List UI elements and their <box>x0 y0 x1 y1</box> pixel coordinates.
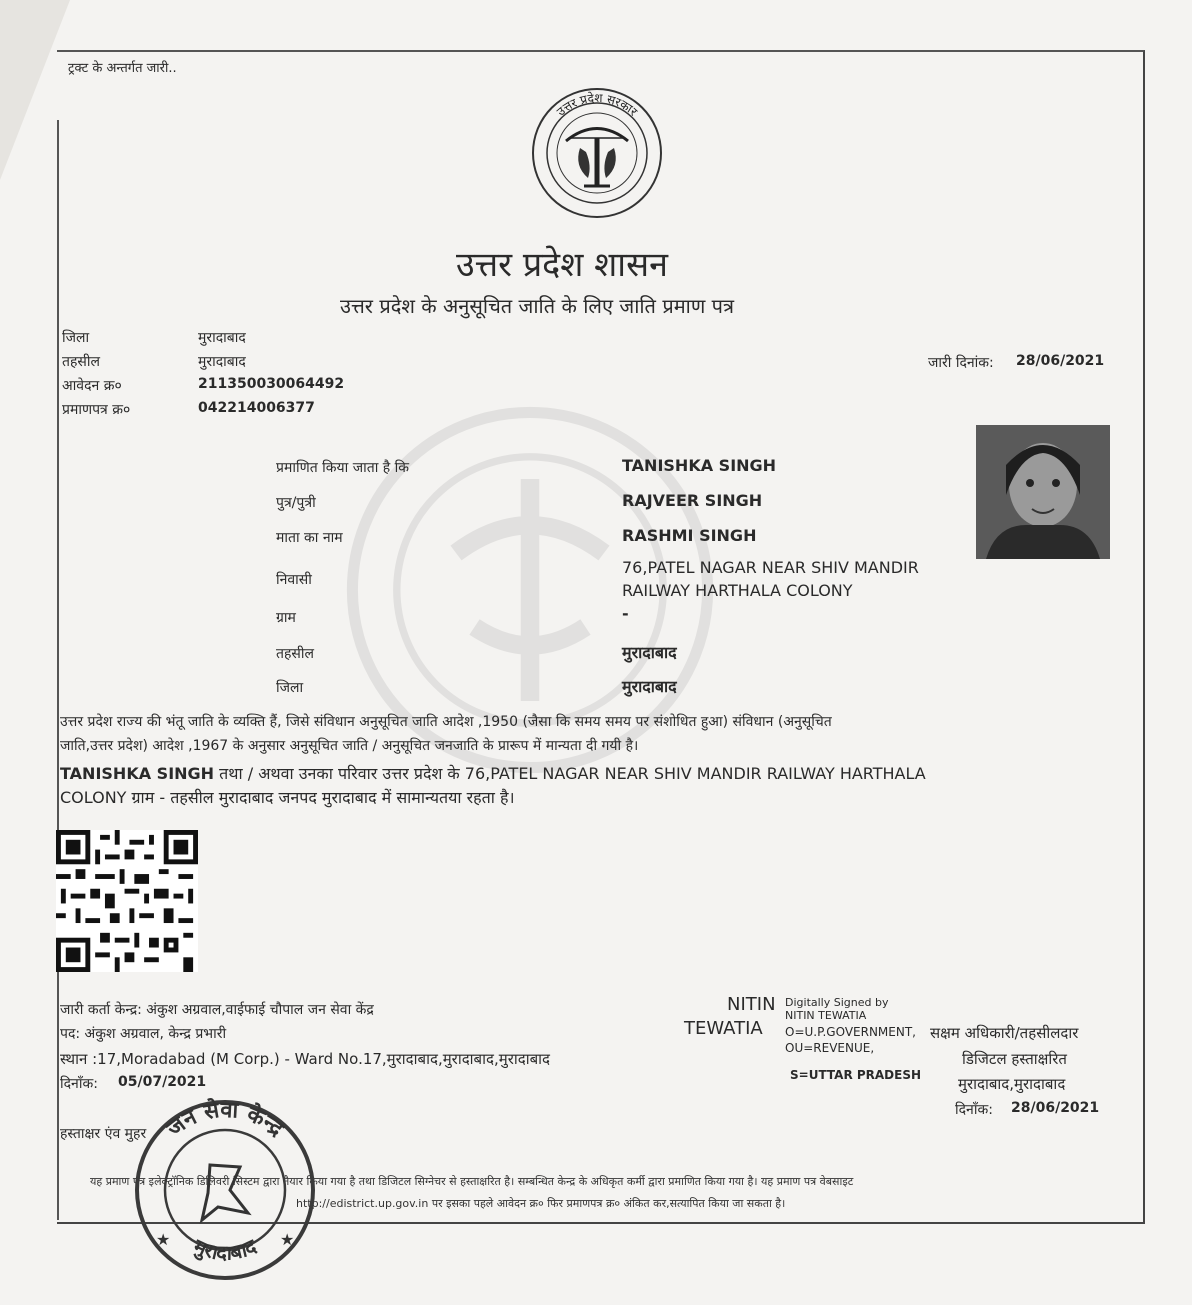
mother-label: माता का नाम <box>276 530 343 546</box>
header-note: ट्रक्ट के अन्तर्गत जारी.. <box>68 61 177 76</box>
meta-district-label: जिला <box>62 330 90 346</box>
applicant-photo <box>976 425 1110 559</box>
center-seal-stamp <box>130 1095 320 1285</box>
village-label: ग्राम <box>276 610 296 626</box>
svg-text:★: ★ <box>280 1230 295 1249</box>
meta-application-value: 211350030064492 <box>198 376 345 392</box>
meta-certificate-value: 042214006377 <box>198 400 315 416</box>
page-title: उत्तर प्रदेश शासन <box>456 245 668 285</box>
ds-line4: OU=REVENUE, <box>785 1041 875 1055</box>
ds-line3: O=U.P.GOVERNMENT, <box>785 1025 916 1039</box>
signer-name-line2: TEWATIA <box>684 1018 763 1039</box>
issuer-center: जारी कर्ता केन्द्र: अंकुश अग्रवाल,वाईफाई चौपाल जन सेवा केंद्र <box>60 1002 374 1018</box>
issuer-date-label: दिनाँक: <box>60 1076 98 1092</box>
svg-text:उत्तर प्रदेश सरकार: उत्तर प्रदेश सरकार <box>553 90 641 119</box>
officer-role: सक्षम अधिकारी/तहसीलदार <box>930 1024 1079 1042</box>
mother-value: RASHMI SINGH <box>622 526 757 545</box>
issue-date-value: 28/06/2021 <box>1016 353 1105 369</box>
svg-text:मुरादाबाद: मुरादाबाद <box>190 1233 260 1265</box>
issuer-place: स्थान :17,Moradabad (M Corp.) - Ward No.17,मुरादाबाद,मुरादाबाद,मुरादाबाद <box>60 1050 550 1068</box>
qr-code-icon <box>56 830 198 972</box>
certify-value: TANISHKA SINGH <box>622 456 777 475</box>
resident-label: निवासी <box>276 572 312 588</box>
certify-label: प्रमाणित किया जाता है कि <box>276 460 410 476</box>
meta-district-value: मुरादाबाद <box>198 330 246 346</box>
statement-line4: COLONY ग्राम - तहसील मुरादाबाद जनपद मुरादाबाद में सामान्यतया रहता है। <box>60 788 515 807</box>
meta-application-label: आवेदन क्र० <box>62 378 122 394</box>
footer-line2: http://edistrict.up.gov.in पर इसका पहले आवेदन क्र० फिर प्रमाणपत्र क्र० अंकित कर,सत्यापित किया जा सकता है। <box>296 1197 786 1210</box>
ds-line5: S=UTTAR PRADESH <box>790 1068 922 1082</box>
statement-name: TANISHKA SINGH <box>60 764 215 783</box>
district-label: जिला <box>276 680 304 696</box>
issue-date-label: जारी दिनांक: <box>928 355 994 371</box>
statement-line1: उत्तर प्रदेश राज्य की भंतू जाति के व्यक्ति हैं, जिसे संविधान अनुसूचित जाति आदेश ,1950 (जैसा कि समय समय पर संशोधित हुआ) संविधान (अनुसूचित <box>60 714 832 730</box>
parent-label: पुत्र/पुत्री <box>276 495 316 511</box>
district-value: मुरादाबाद <box>622 677 677 696</box>
meta-certificate-label: प्रमाणपत्र क्र० <box>62 402 131 418</box>
resident-line2: RAILWAY HARTHALA COLONY <box>622 581 853 600</box>
resident-line1: 76,PATEL NAGAR NEAR SHIV MANDIR <box>622 558 919 577</box>
village-value: - <box>622 604 629 623</box>
statement-line3 <box>60 762 926 784</box>
meta-tehsil-value: मुरादाबाद <box>198 354 246 370</box>
svg-text:★: ★ <box>156 1230 171 1249</box>
officer-date-label: दिनाँक: <box>955 1102 993 1118</box>
statement-line3-rest: तथा / अथवा उनका परिवार उत्तर प्रदेश के 76,PATEL NAGAR NEAR SHIV MANDIR RAILWAY HARTHALA <box>214 764 926 783</box>
issuer-date-value: 05/07/2021 <box>118 1074 207 1090</box>
tehsil-label: तहसील <box>276 646 314 662</box>
meta-tehsil-label: तहसील <box>62 354 100 370</box>
up-government-emblem-icon <box>530 86 664 220</box>
ds-line1: Digitally Signed by <box>785 996 889 1009</box>
ds-line2: NITIN TEWATIA <box>785 1009 867 1022</box>
officer-place: मुरादाबाद,मुरादाबाद <box>958 1075 1066 1093</box>
issuer-post: पद: अंकुश अग्रवाल, केन्द्र प्रभारी <box>60 1026 227 1042</box>
sign-seal-label: हस्ताक्षर एंव मुहर <box>60 1126 147 1142</box>
statement-line2: जाति,उत्तर प्रदेश) आदेश ,1967 के अनुसार अनुसूचित जाति / अनुसूचित जनजाति के प्रारूप में मान्यता दी गयी है। <box>60 738 639 754</box>
officer-date-value: 28/06/2021 <box>1011 1100 1100 1116</box>
footer-line1: यह प्रमाण पत्र इलेक्ट्रॉनिक डिलिवरी सिस्टम द्वारा तैयार किया गया है तथा डिजिटल सिग्नेचर से हस्ताक्षरित है। सम्बन्धित केन्द्र के अधिकृत कर्मी द्वारा प्रमाणित किया गया है। यह प्रमाण पत्र वेबसाइट <box>90 1175 854 1188</box>
digital-sign-label: डिजिटल हस्ताक्षरित <box>962 1050 1067 1068</box>
signer-name-line1: NITIN <box>727 994 776 1015</box>
tehsil-value: मुरादाबाद <box>622 643 677 662</box>
page-subtitle: उत्तर प्रदेश के अनुसूचित जाति के लिए जाति प्रमाण पत्र <box>340 294 735 318</box>
svg-text:जन सेवा केन्द्र: जन सेवा केन्द्र <box>162 1097 288 1142</box>
parent-value: RAJVEER SINGH <box>622 491 763 510</box>
certificate-border-left <box>57 120 59 1220</box>
